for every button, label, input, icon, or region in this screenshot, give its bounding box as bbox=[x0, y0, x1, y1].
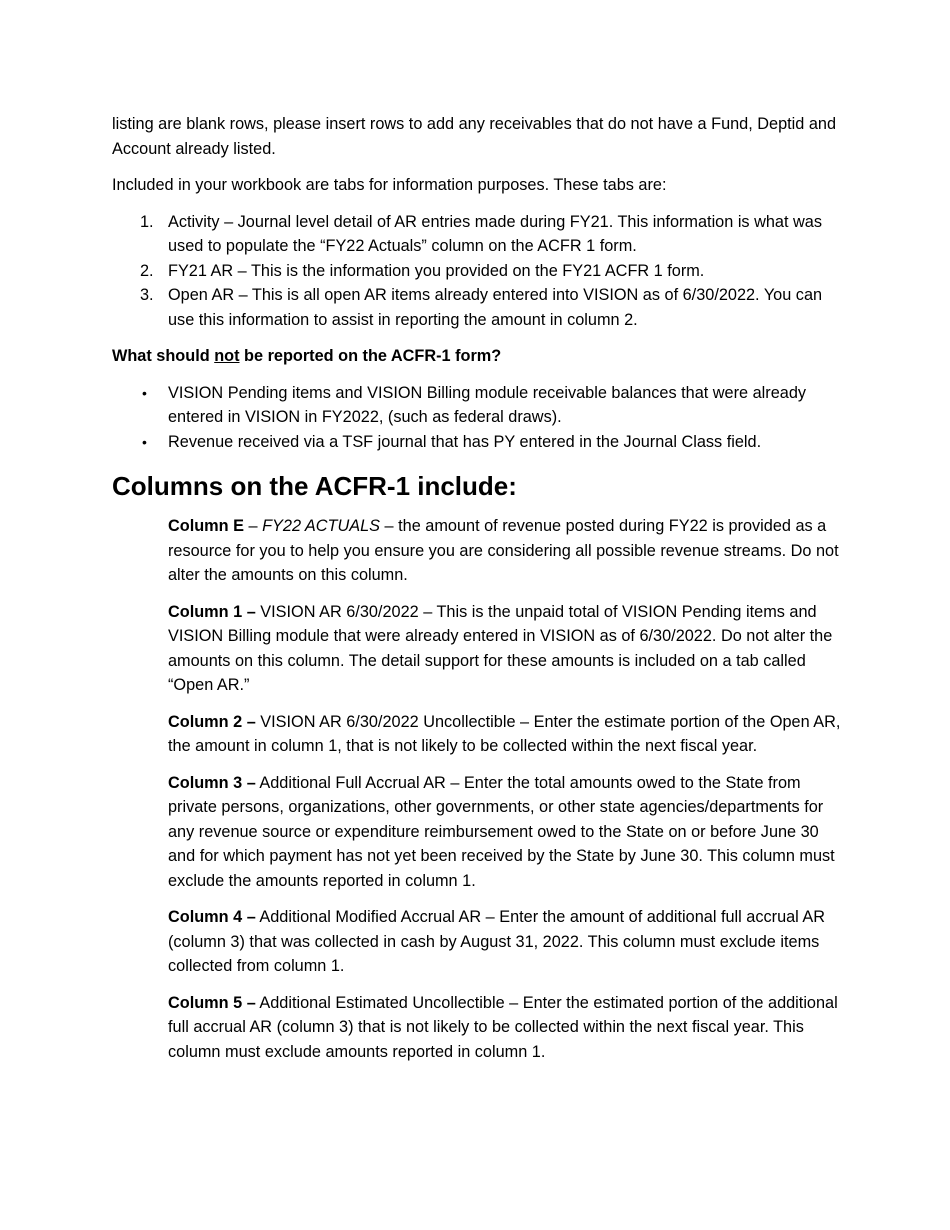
list-item bbox=[112, 430, 842, 455]
document-page bbox=[112, 112, 842, 1076]
column-2-description bbox=[168, 710, 842, 759]
list-marker: 2. bbox=[140, 261, 154, 280]
column-label: Column 4 – bbox=[168, 908, 256, 926]
list-item-text: FY21 AR – This is the information you provided on the FY21 ACFR 1 form. bbox=[168, 261, 705, 280]
column-text: Additional Full Accrual AR – Enter the total amounts owed to the State from private persons, organizations, other governments, or other state agencies/departments for any revenue source or expenditure reimbursement owed to the State on or before June 30 and for which payment has not yet been received by the State by June 30. This column must exclude the amounts reported in column 1. bbox=[168, 773, 835, 890]
list-item-text: VISION Pending items and VISION Billing module receivable balances that were already entered in VISION in FY2022, (such as federal draws). bbox=[168, 383, 807, 426]
not-reported-subheading bbox=[112, 344, 842, 369]
subheading-prefix: What should bbox=[112, 347, 215, 365]
column-3-description bbox=[168, 771, 842, 894]
list-item bbox=[112, 381, 842, 430]
column-label: Column 3 – bbox=[168, 773, 256, 792]
list-marker: 1. bbox=[140, 212, 154, 231]
column-text: – the amount of revenue posted during FY22 is provided as a resource for you to help you ensure you are considering all possible revenue streams. Do not alter the amounts on this column. bbox=[168, 517, 839, 584]
tabs-list bbox=[112, 210, 842, 333]
bullet-icon: • bbox=[142, 433, 147, 450]
column-italic-title: FY22 ACTUALS bbox=[262, 517, 381, 535]
list-item bbox=[112, 210, 842, 259]
column-1-description bbox=[168, 600, 842, 698]
list-item bbox=[112, 259, 842, 284]
tabs-intro-paragraph: Included in your workbook are tabs for information purposes. These tabs are: bbox=[112, 176, 667, 194]
column-label: Column 2 – bbox=[168, 712, 256, 731]
column-5-description bbox=[168, 991, 842, 1065]
list-item-text: Revenue received via a TSF journal that has PY entered in the Journal Class field. bbox=[168, 432, 762, 451]
column-text: VISION AR 6/30/2022 – This is the unpaid total of VISION Pending items and VISION Billing module that were already entered in VISION as of 6/30/2022. Do not alter the amounts on this column. The detail support for these amounts is included on a tab called “Open AR.” bbox=[168, 602, 833, 694]
intro-continuation-paragraph: listing are blank rows, please insert rows to add any receivables that do not have a Fund, Deptid and Account already listed. bbox=[112, 115, 837, 158]
column-text: Additional Estimated Uncollectible – Enter the estimated portion of the additional full accrual AR (column 3) that is not likely to be collected within the next fiscal year. This column must exclude amounts reported in column 1. bbox=[168, 993, 838, 1061]
columns-heading: Columns on the ACFR-1 include: bbox=[112, 471, 517, 501]
list-item-text: Open AR – This is all open AR items already entered into VISION as of 6/30/2022. You can use this information to assist in reporting the amount in column 2. bbox=[168, 286, 823, 329]
list-item bbox=[112, 283, 842, 332]
list-marker: 3. bbox=[140, 286, 154, 304]
column-4-description bbox=[168, 905, 842, 979]
not-reported-list bbox=[112, 381, 842, 455]
subheading-suffix: be reported on the ACFR-1 form? bbox=[239, 347, 502, 365]
column-label: Column 5 – bbox=[168, 993, 256, 1012]
column-separator: – bbox=[243, 517, 263, 535]
column-label: Column E bbox=[168, 517, 244, 535]
subheading-underlined-word: not bbox=[214, 347, 240, 365]
bullet-icon: • bbox=[142, 384, 147, 401]
column-label: Column 1 – bbox=[168, 602, 256, 621]
column-text: Additional Modified Accrual AR – Enter the amount of additional full accrual AR (column 3) that was collected in cash by August 31, 2022. This column must exclude items collected from column 1. bbox=[168, 908, 826, 975]
column-text: VISION AR 6/30/2022 Uncollectible – Enter the estimate portion of the Open AR, the amount in column 1, that is not likely to be collected within the next fiscal year. bbox=[168, 712, 841, 755]
column-e-description bbox=[168, 514, 842, 588]
list-item-text: Activity – Journal level detail of AR entries made during FY21. This information is what was used to populate the “FY22 Actuals” column on the ACFR 1 form. bbox=[168, 212, 822, 255]
